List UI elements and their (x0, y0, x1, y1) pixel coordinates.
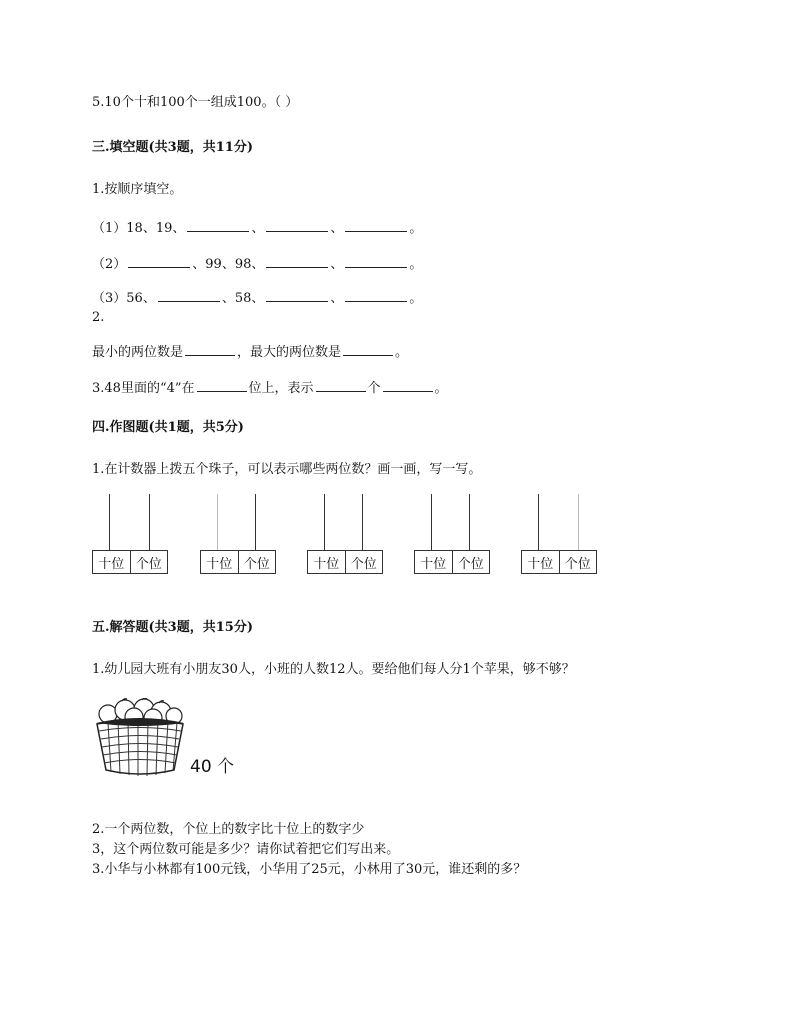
abacus-base (414, 550, 490, 574)
answer-blank[interactable] (345, 254, 407, 268)
sequence-row-1: （1）18、19、 、 、 。 (92, 218, 422, 237)
answer-blank[interactable] (266, 218, 328, 232)
answer-blank[interactable] (187, 218, 249, 232)
abacus-counter[interactable] (92, 494, 168, 580)
tens-label: 十位 (313, 556, 340, 572)
fill-question-2: 最小的两位数是 ，最大的两位数是 。 (92, 342, 408, 361)
abacus-counter[interactable] (200, 494, 276, 580)
answer-blank[interactable] (345, 218, 407, 232)
drawing-question-1: 1.在计数器上拨五个珠子，可以表示哪些两位数？画一画，写一写。 (92, 462, 482, 477)
fill-question-2-number: 2. (92, 310, 105, 325)
fill-question-3: 3.48里面的“4”在 位上，表示 个 。 (92, 378, 448, 397)
tens-rod[interactable] (324, 494, 325, 550)
abacus-base (307, 550, 383, 574)
answer-blank[interactable] (185, 342, 235, 356)
tens-rod[interactable] (431, 494, 432, 550)
fill-question-1-title: 1.按顺序填空。 (92, 182, 183, 197)
abacus-base (92, 550, 168, 574)
answer-blank[interactable] (343, 342, 393, 356)
abacus-counter[interactable] (521, 494, 597, 580)
row-2-prefix: （2） (92, 257, 127, 272)
row-1-prefix: （1）18、19、 (92, 221, 186, 236)
abacus-counter[interactable] (414, 494, 490, 580)
ones-label: 个位 (238, 551, 276, 573)
answer-blank[interactable] (266, 288, 328, 302)
word-problem-1: 1.幼儿园大班有小朋友30人，小班的人数12人。要给他们每人分1个苹果，够不够？ (92, 662, 575, 677)
ones-rod[interactable] (255, 494, 256, 550)
sequence-row-2: （2） 、99、98、 、 。 (92, 254, 422, 273)
tens-label: 十位 (420, 556, 447, 572)
tens-rod[interactable] (217, 494, 218, 550)
ones-rod[interactable] (469, 494, 470, 550)
answer-blank[interactable] (158, 288, 220, 302)
tens-label: 十位 (98, 556, 125, 572)
true-false-question-5: 5.10个十和100个一组成100。（ ） (92, 95, 299, 110)
sequence-row-3: （3）56、 、58、 、 。 (92, 288, 422, 307)
ones-rod[interactable] (149, 494, 150, 550)
answer-blank[interactable] (345, 288, 407, 302)
answer-blank[interactable] (266, 254, 328, 268)
ones-rod[interactable] (578, 494, 579, 550)
ones-rod[interactable] (362, 494, 363, 550)
word-problem-3: 3.小华与小林都有100元钱，小华用了25元，小林用了30元，谁还剩的多？ (92, 862, 527, 877)
ones-label: 个位 (130, 551, 168, 573)
abacus-base (521, 550, 597, 574)
tens-label: 十位 (206, 556, 233, 572)
section-5-heading: 五.解答题(共3题，共15分) (92, 620, 253, 635)
row-3-prefix: （3）56、 (92, 291, 156, 306)
section-4-heading: 四.作图题(共1题，共5分) (92, 420, 244, 435)
tens-label: 十位 (527, 556, 554, 572)
answer-blank[interactable] (197, 378, 247, 392)
ones-label: 个位 (452, 551, 490, 573)
apple-count: 40 个 (190, 757, 235, 777)
tens-rod[interactable] (109, 494, 110, 550)
answer-blank[interactable] (128, 254, 190, 268)
section-3-heading: 三.填空题(共3题，共11分) (92, 140, 253, 155)
abacus-base (200, 550, 276, 574)
answer-blank[interactable] (383, 378, 433, 392)
abacus-counter[interactable] (307, 494, 383, 580)
ones-label: 个位 (345, 551, 383, 573)
word-problem-2-line-2: 3，这个两位数可能是多少？请你试着把它们写出来。 (92, 842, 400, 857)
apple-basket-icon (94, 698, 186, 778)
ones-label: 个位 (559, 551, 597, 573)
word-problem-2-line-1: 2.一个两位数，个位上的数字比十位上的数字少 (92, 822, 365, 837)
tens-rod[interactable] (538, 494, 539, 550)
answer-blank[interactable] (316, 378, 366, 392)
